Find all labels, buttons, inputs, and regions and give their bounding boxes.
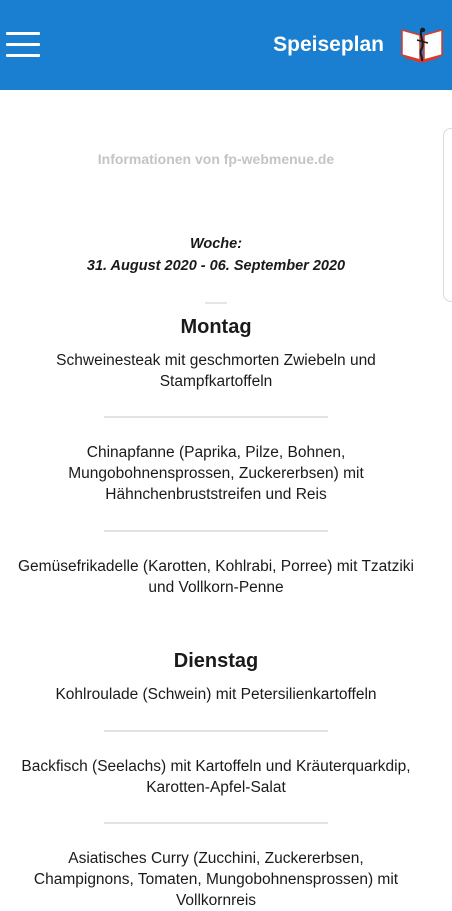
meal-divider: [104, 530, 328, 532]
meal-item: Backfisch (Seelachs) mit Kartoffeln und Kräuterquarkdip, Karotten-Apfel-Salat: [21, 758, 411, 796]
meal-item: Schweinesteak mit geschmorten Zwiebeln und Stampfkartoffeln: [56, 352, 376, 390]
week-range: 31. August 2020 - 06. September 2020: [86, 258, 346, 274]
meal-divider: [104, 822, 328, 824]
meal-item: Gemüsefrikadelle (Karotten, Kohlrabi, Porree) mit Tzatziki und Vollkorn-Penne: [18, 558, 414, 596]
week-label: Woche:: [189, 236, 243, 252]
app-title: Speiseplan: [273, 33, 384, 56]
school-logo-icon: [399, 24, 445, 64]
day-title-montag: Montag: [180, 316, 252, 338]
meal-item: Chinapfanne (Paprika, Pilze, Bohnen, Mungobohnensprossen, Zuckererbsen) mit Hähnchenbruststreifen und Reis: [68, 444, 364, 503]
hamburger-menu-icon[interactable]: [4, 28, 44, 62]
meal-divider: [104, 730, 328, 732]
app-bar: [0, 0, 452, 90]
scroll-handle[interactable]: [443, 128, 452, 302]
meal-item: Kohlroulade (Schwein) mit Petersilienkartoffeln: [55, 686, 377, 703]
divider: [205, 302, 227, 304]
meal-item: Asiatisches Curry (Zucchini, Zuckererbsen, Champignons, Tomaten, Mungobohnensprossen) mit Vollkornreis: [33, 850, 399, 909]
day-title-dienstag: Dienstag: [173, 650, 259, 672]
meal-divider: [104, 416, 328, 418]
source-note: Informationen von fp-webmenue.de: [97, 151, 335, 167]
